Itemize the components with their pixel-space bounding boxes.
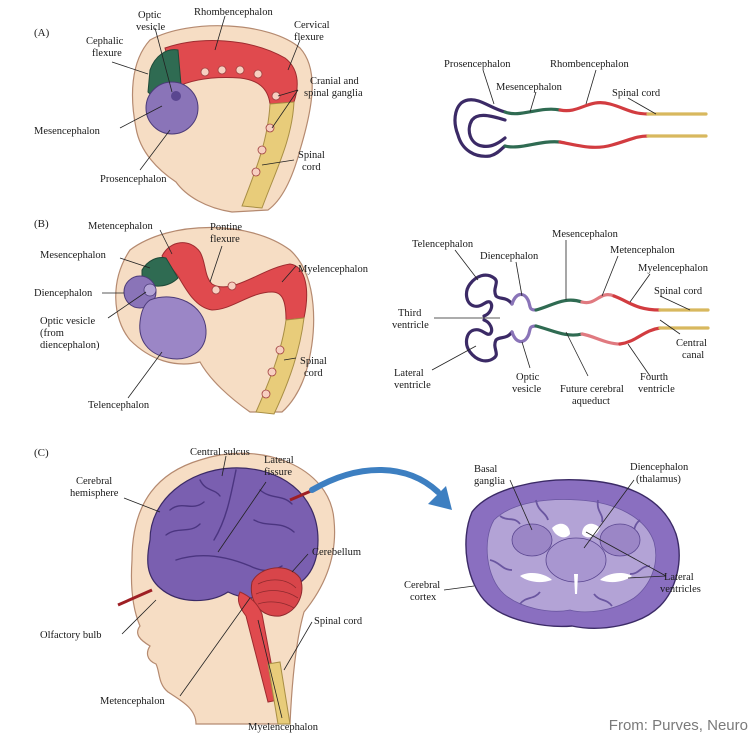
leader-cerebral-aqueduct [566, 332, 588, 376]
ganglion [218, 66, 226, 74]
label-tube-b-myelencephalon: Myelencephalon [638, 263, 708, 274]
ganglion [262, 390, 270, 398]
label-olfactory-bulb: Olfactory bulb [40, 630, 102, 641]
basal-ganglia-left [512, 524, 552, 556]
ganglion [254, 70, 262, 78]
label-lateral-ventricles-2: ventricles [660, 584, 701, 595]
label-tube-a-spinal-cord: Spinal cord [612, 88, 661, 99]
leader-telencephalon-b [128, 352, 162, 398]
label-tube-b-diencephalon: Diencephalon [480, 251, 539, 262]
label-tube-a-mesencephalon: Mesencephalon [496, 82, 562, 93]
ganglion [258, 146, 266, 154]
label-cerebral-aqueduct-1: Future cerebral [560, 384, 624, 395]
label-diencephalon-b: Diencephalon [34, 288, 93, 299]
ganglion [236, 66, 244, 74]
label-spinal-cord-c: Spinal cord [314, 616, 363, 627]
label-fourth-ventricle-1: Fourth [640, 372, 669, 383]
label-ganglia-1: Cranial and [310, 76, 359, 87]
label-mesencephalon-a: Mesencephalon [34, 126, 100, 137]
label-diencephalon-c-2: (thalamus) [636, 474, 681, 485]
label-optic-vesicle-b-2: (from [40, 328, 64, 339]
label-cerebral-cortex-2: cortex [410, 592, 437, 603]
ganglion [201, 68, 209, 76]
label-cerebral-hemisphere-2: hemisphere [70, 488, 119, 499]
leader-tube-b-diencephalon [516, 262, 522, 296]
label-tube-b-spinal-cord: Spinal cord [654, 286, 703, 297]
label-cephalic-flexure-1: Cephalic [86, 36, 124, 47]
label-optic-vesicle-a-1: Optic [138, 10, 162, 21]
label-lateral-fissure-2: fissure [264, 467, 292, 478]
leader-tube-b-metencephalon [602, 256, 618, 296]
ganglion [252, 168, 260, 176]
label-cerebral-cortex-1: Cerebral [404, 580, 441, 591]
leader-tube-a-rhombencephalon [586, 70, 596, 104]
tube-b-metencephalon [582, 295, 620, 344]
label-metencephalon-b: Metencephalon [88, 221, 153, 232]
label-mesencephalon-b: Mesencephalon [40, 250, 106, 261]
label-central-canal-2: canal [682, 350, 705, 361]
label-rhombencephalon-a: Rhombencephalon [194, 7, 273, 18]
label-lateral-ventricle-1: Lateral [394, 368, 424, 379]
label-optic-vesicle-b-1: Optic vesicle [40, 316, 96, 327]
label-cerebellum: Cerebellum [312, 547, 361, 558]
prosencephalon-a [146, 82, 198, 134]
panel-c-head [118, 453, 335, 724]
label-tube-a-rhombencephalon: Rhombencephalon [550, 59, 629, 70]
optic-vesicle-a [171, 91, 181, 101]
label-optic-vesicle-b-3: diencephalon) [40, 340, 100, 351]
label-lateral-fissure-1: Lateral [264, 455, 294, 466]
leader-tube-b-spinal-cord [660, 296, 690, 310]
leader-cerebral-cortex [444, 586, 474, 590]
label-cervical-flexure-1: Cervical [294, 20, 330, 31]
label-spinal-cord-a-2: cord [302, 162, 321, 173]
tube-a-prosencephalon-inner [469, 115, 505, 146]
optic-vesicle-b [144, 284, 156, 296]
label-prosencephalon-a: Prosencephalon [100, 174, 167, 185]
label-third-ventricle-1: Third [398, 308, 422, 319]
label-myelencephalon-b: Myelencephalon [298, 264, 368, 275]
label-tube-a-prosencephalon: Prosencephalon [444, 59, 511, 70]
tube-a-rhombencephalon [560, 103, 648, 148]
panel-b-tag: (B) [34, 218, 49, 230]
source-credit: From: Purves, Neuro [608, 717, 748, 734]
label-tube-b-metencephalon: Metencephalon [610, 245, 675, 256]
label-fourth-ventricle-2: ventricle [638, 384, 675, 395]
label-central-canal-1: Central [676, 338, 707, 349]
label-central-sulcus: Central sulcus [190, 447, 250, 458]
tube-a-prosencephalon [455, 100, 505, 157]
label-pontine-flexure-1: Pontine [210, 222, 243, 233]
panel-c [34, 447, 701, 733]
label-telencephalon-b: Telencephalon [88, 400, 150, 411]
label-tube-b-optic-vesicle-1: Optic [516, 372, 540, 383]
label-tube-b-optic-vesicle-2: vesicle [512, 384, 542, 395]
panel-a-tag: (A) [34, 27, 50, 39]
label-basal-ganglia-1: Basal [474, 464, 498, 475]
label-cephalic-flexure-2: flexure [92, 48, 122, 59]
ganglion [228, 282, 236, 290]
basal-ganglia-right [600, 524, 640, 556]
tube-a-spinal-cord [648, 114, 706, 136]
label-cerebral-hemisphere-1: Cerebral [76, 476, 113, 487]
label-cerebral-aqueduct-2: aqueduct [572, 396, 610, 407]
leader-tube-a-mesencephalon [530, 92, 536, 112]
label-pontine-flexure-2: flexure [210, 234, 240, 245]
tube-b-telencephalon-top [467, 275, 512, 316]
leader-lateral-ventricle [432, 346, 476, 370]
ganglion [212, 286, 220, 294]
tube-b-myelencephalon [614, 296, 660, 344]
label-tube-b-telencephalon: Telencephalon [412, 239, 474, 250]
label-ganglia-2: spinal ganglia [304, 88, 363, 99]
label-third-ventricle-2: ventricle [392, 320, 429, 331]
tube-a-mesencephalon [505, 109, 560, 147]
label-spinal-cord-b-1: Spinal [300, 356, 327, 367]
label-optic-vesicle-a-2: vesicle [136, 22, 166, 33]
panel-c-tag: (C) [34, 447, 49, 459]
ganglion [276, 346, 284, 354]
tube-b-telencephalon-bottom [467, 320, 512, 361]
tube-b-diencephalon [512, 294, 536, 341]
coronal-section [466, 480, 679, 628]
label-lateral-ventricles-1: Lateral [664, 572, 694, 583]
label-spinal-cord-b-2: cord [304, 368, 323, 379]
leader-tube-b-optic-vesicle [522, 342, 530, 368]
panel-a [34, 7, 706, 212]
ganglion [268, 368, 276, 376]
ganglion [266, 124, 274, 132]
label-cervical-flexure-2: flexure [294, 32, 324, 43]
label-myelencephalon-c: Myelencephalon [248, 722, 318, 733]
panel-b [34, 218, 709, 414]
label-lateral-ventricle-2: ventricle [394, 380, 431, 391]
leader-tube-a-prosencephalon [483, 70, 494, 104]
section-arrow [312, 470, 438, 492]
neural-tube-a [455, 100, 706, 157]
panel-b-embryo [116, 228, 314, 415]
label-metencephalon-c: Metencephalon [100, 696, 165, 707]
label-diencephalon-c-1: Diencephalon [630, 462, 689, 473]
leader-tube-b-telencephalon [455, 250, 478, 280]
label-basal-ganglia-2: ganglia [474, 476, 505, 487]
label-spinal-cord-a-1: Spinal [298, 150, 325, 161]
leader-tube-b-myelencephalon [630, 274, 650, 302]
label-tube-b-mesencephalon: Mesencephalon [552, 229, 618, 240]
tube-b-mesencephalon [536, 300, 582, 335]
